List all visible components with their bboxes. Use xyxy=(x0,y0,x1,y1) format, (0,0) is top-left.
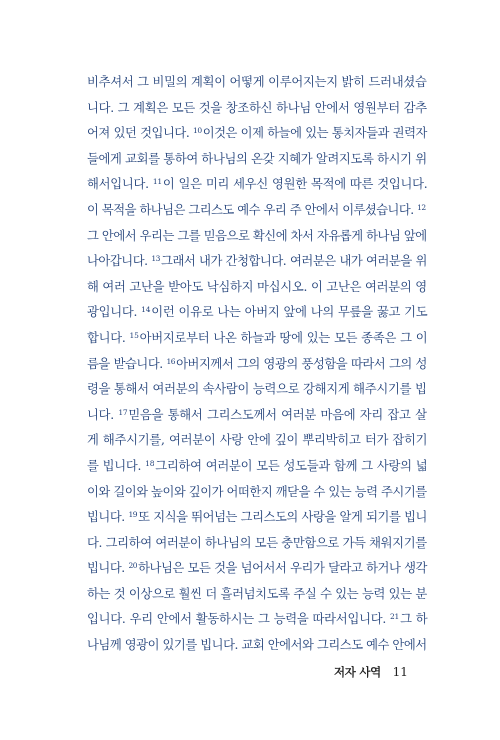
verse-number: 11 xyxy=(152,177,162,187)
verse-text: 해 여러 고난을 받아도 낙심하지 마십시오. 이 고난은 여러분의 영 xyxy=(87,279,427,294)
text-line xyxy=(87,556,427,582)
text-line xyxy=(87,582,427,608)
text-line-content xyxy=(87,377,427,403)
verse-text: 이 목적을 하나님은 그리스도 예수 우리 주 안에서 이루셨습니다. xyxy=(87,202,418,217)
text-line-content xyxy=(87,582,427,608)
verse-text: 령을 통해서 여러분의 속사람이 능력으로 강해지게 해주시기를 빕 xyxy=(87,382,427,397)
page-number: 11 xyxy=(392,665,408,679)
text-line-content xyxy=(87,428,427,454)
text-line-content xyxy=(87,505,427,531)
text-line-content xyxy=(87,275,427,301)
text-line-content xyxy=(87,352,427,378)
verse-text: 들에게 교회를 통하여 하나님의 온갖 지혜가 알려지도록 하시기 위 xyxy=(87,151,427,166)
text-line xyxy=(87,505,427,531)
verse-text: 빕니다. xyxy=(87,510,129,525)
text-line xyxy=(87,633,427,659)
verse-text: 아버지로부터 나온 하늘과 땅에 있는 모든 종족은 그 이 xyxy=(139,330,428,345)
text-line-content xyxy=(87,607,427,633)
text-line xyxy=(87,172,427,198)
text-line xyxy=(87,531,427,557)
text-line-content xyxy=(87,556,427,582)
text-line xyxy=(87,249,427,275)
text-line-content xyxy=(87,224,427,250)
verse-text: 를 빕니다. xyxy=(87,458,146,473)
verse-text: 름을 받습니다. xyxy=(87,356,167,371)
text-line-content xyxy=(87,480,427,506)
verse-text: 하나님은 모든 것을 넘어서서 우리가 달라고 하거나 생각 xyxy=(138,561,427,576)
text-line-content xyxy=(87,96,427,122)
verse-text: 아버지께서 그의 영광의 풍성함을 따라서 그의 성 xyxy=(176,356,427,371)
text-line-content xyxy=(87,249,427,275)
text-line-content xyxy=(87,454,427,480)
verse-text: 해서입니다. xyxy=(87,177,153,192)
verse-text: 그 안에서 우리는 그를 믿음으로 확신에 차서 자유롭게 하나님 앞에 xyxy=(87,228,427,243)
verse-number: 15 xyxy=(129,330,139,340)
scripture-text-block xyxy=(87,70,427,659)
verse-text: 이와 길이와 높이와 깊이가 어떠한지 깨닫을 수 있는 능력 주시기를 xyxy=(87,484,427,499)
verse-text: 나아갑니다. xyxy=(87,254,152,269)
verse-text: 다. 그리하여 여러분이 하나님의 모든 충만함으로 가득 채워지기를 xyxy=(87,535,427,550)
verse-text: 그래서 내가 간청합니다. 여러분은 내가 여러분을 위 xyxy=(161,254,427,269)
text-line xyxy=(87,198,427,224)
text-line-content xyxy=(87,121,427,147)
text-line xyxy=(87,607,427,633)
text-line-content xyxy=(87,172,427,198)
verse-text: 이 일은 미리 세우신 영원한 목적에 따른 것입니다. xyxy=(162,177,428,192)
verse-number: 17 xyxy=(118,407,128,417)
page-footer xyxy=(334,664,434,680)
text-line xyxy=(87,403,427,429)
verse-number: 12 xyxy=(417,202,426,212)
text-line xyxy=(87,121,427,147)
verse-number: 18 xyxy=(145,458,155,468)
text-line-content xyxy=(87,198,427,224)
text-line xyxy=(87,70,427,96)
text-line xyxy=(87,96,427,122)
text-line xyxy=(87,147,427,173)
text-line xyxy=(87,326,427,352)
verse-text: 이런 이유로 나는 아버지 앞에 나의 무릎을 꿇고 기도 xyxy=(151,305,428,320)
running-footer-title: 저자 사역 xyxy=(334,665,381,679)
verse-number: 16 xyxy=(166,356,176,366)
text-line-content xyxy=(87,633,427,659)
verse-text: 비추셔서 그 비밀의 계획이 어떻게 이루어지는지 밝히 드러내셨습 xyxy=(87,75,427,89)
verse-number: 10 xyxy=(193,126,202,136)
verse-text: 하는 것 이상으로 훨씬 더 흘러넘치도록 주실 수 있는 능력 있는 분 xyxy=(87,586,427,601)
text-line xyxy=(87,454,427,480)
text-line-content xyxy=(87,70,427,96)
verse-text: 입니다. 우리 안에서 활동하시는 그 능력을 따라서입니다. xyxy=(87,612,391,627)
text-line-content xyxy=(87,326,427,352)
verse-number: 20 xyxy=(128,561,138,571)
text-line xyxy=(87,377,427,403)
verse-text: 믿음을 통해서 그리스도께서 여러분 마음에 자리 잡고 살 xyxy=(128,407,427,422)
text-line xyxy=(87,275,427,301)
verse-text: 니다. xyxy=(87,407,119,422)
verse-text: 나님께 영광이 있기를 빕니다. 교회 안에서와 그리스도 예수 안에서 xyxy=(87,638,427,653)
verse-text: 니다. 그 계획은 모든 것을 창조하신 하나님 안에서 영원부터 감추 xyxy=(87,100,427,115)
verse-text: 광입니다. xyxy=(87,305,142,320)
text-line-content xyxy=(87,403,427,429)
verse-number: 13 xyxy=(151,254,161,264)
text-line xyxy=(87,224,427,250)
text-line-content xyxy=(87,300,427,326)
verse-number: 19 xyxy=(128,510,138,520)
text-line xyxy=(87,352,427,378)
verse-text: 그리하여 여러분이 모든 성도들과 함께 그 사랑의 넓 xyxy=(155,458,428,473)
text-line-content xyxy=(87,531,427,557)
text-line xyxy=(87,300,427,326)
text-line xyxy=(87,480,427,506)
text-line-content xyxy=(87,147,427,173)
verse-text: 이것은 이제 하늘에 있는 통치자들과 권력자 xyxy=(202,126,427,141)
verse-text: 그 하 xyxy=(400,612,428,627)
verse-text: 합니다. xyxy=(87,330,130,345)
verse-text: 어져 있던 것입니다. xyxy=(87,126,194,141)
verse-number: 14 xyxy=(141,305,151,315)
verse-text: 게 해주시기를, 여러분이 사랑 안에 깊이 뿌리박히고 터가 잡히기 xyxy=(87,433,428,448)
verse-text: 또 지식을 뛰어넘는 그리스도의 사랑을 알게 되기를 빕니 xyxy=(138,510,427,525)
verse-number: 21 xyxy=(390,612,400,622)
verse-text: 빕니다. xyxy=(87,561,129,576)
text-line xyxy=(87,428,427,454)
